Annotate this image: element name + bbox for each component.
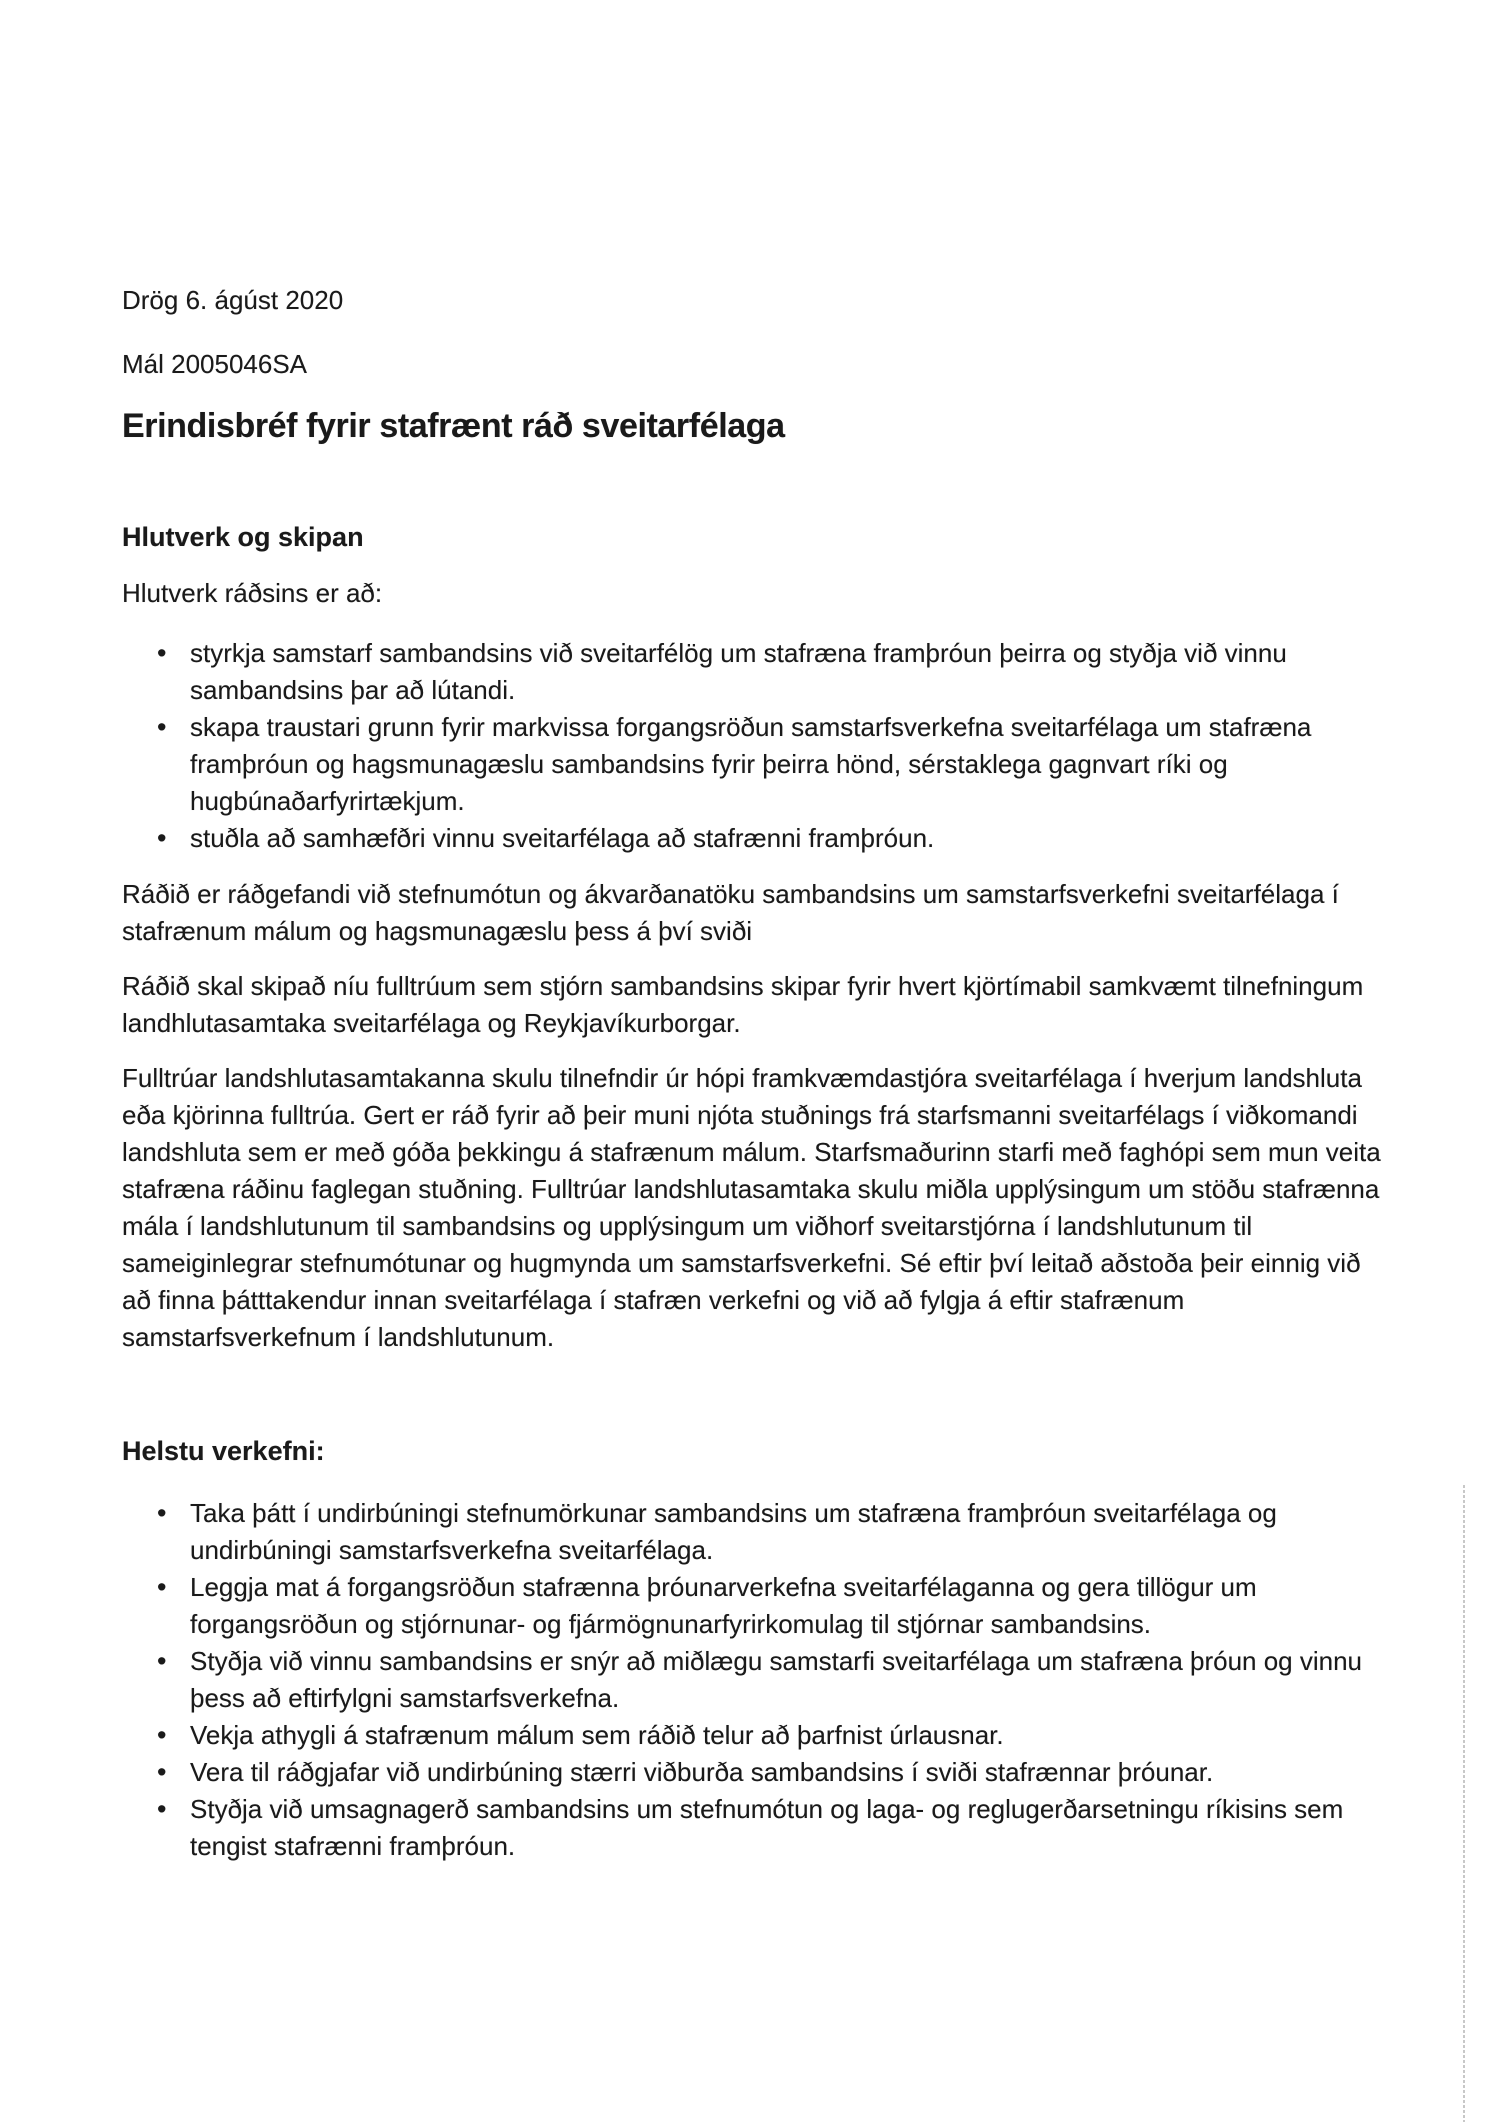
list-item: • Styðja við vinnu sambandsins er snýr að miðlægu samstarfi sveitarfélaga um stafræna þróun og vinnu þess að eftirfylgni samstarfsverkefna. [190, 1643, 1390, 1717]
section-heading-tasks: Helstu verkefni: [122, 1436, 325, 1466]
document-title: Erindisbréf fyrir stafrænt ráð sveitarfélaga [122, 407, 785, 445]
list-item: • Vekja athygli á stafrænum málum sem ráðið telur að þarfnist úrlausnar. [190, 1717, 1390, 1754]
section-heading-role: Hlutverk og skipan [122, 522, 364, 552]
document-content [122, 282, 1390, 1865]
list-item: • Leggja mat á forgangsröðun stafrænna þróunarverkefna sveitarfélaganna og gera tillögur um forgangsröðun og stjórnunar- og fjármögnunarfyrirkomulag til stjórnar sambandsins. [190, 1569, 1390, 1643]
draft-date-line: Drög 6. ágúst 2020 [122, 285, 344, 315]
list-item: • stuðla að samhæfðri vinnu sveitarfélaga að stafrænni framþróun. [190, 820, 1390, 857]
paragraph-appointment: Ráðið skal skipað níu fulltrúum sem stjórn sambandsins skipar fyrir hvert kjörtímabil samkvæmt tilnefningum landhlutasamtaka sveitarfélaga og Reykjavíkurborgar. [122, 971, 1364, 1038]
list-item: • skapa traustari grunn fyrir markvissa forgangsröðun samstarfsverkefna sveitarfélaga um stafræna framþróun og hagsmunagæslu sambandsins fyrir þeirra hönd, sérstaklega gagnvart ríki og hugbúnaðarfyrirtækjum. [190, 709, 1390, 820]
paragraph-advisory: Ráðið er ráðgefandi við stefnumótun og ákvarðanatöku sambandsins um samstarfsverkefni sveitarfélaga í stafrænum málum og hagsmunagæslu þess á því sviði [122, 879, 1339, 946]
list-item: • Vera til ráðgjafar við undirbúning stærri viðburða sambandsins í sviði stafrænnar þróunar. [190, 1754, 1390, 1791]
role-bullet-list [122, 635, 1390, 857]
paragraph-representatives: Fulltrúar landshlutasamtakanna skulu tilnefndir úr hópi framkvæmdastjóra sveitarfélaga í hverjum landshluta eða kjörinna fulltrúa. Gert er ráð fyrir að þeir muni njóta stuðnings frá starfsmanni sveitarfélags í viðkomandi landshluta sem er með góða þekkingu á stafrænum málum. Starfsmaðurinn starfi með faghópi sem mun veita stafræna ráðinu faglegan stuðning. Fulltrúar landshlutasamtaka skulu miðla upplýsingum um stöðu stafrænna mála í landshlutunum til sambandsins og upplýsingum um viðhorf sveitarstjórna í landshlutunum til sameiginlegrar stefnumótunar og hugmynda um samstarfsverkefni. Sé eftir því leitað aðstoða þeir einnig við að finna þátttakendur innan sveitarfélaga í stafræn verkefni og við að fylgja á eftir stafrænum samstarfsverkefnum í landshlutunum. [122, 1063, 1381, 1352]
scan-artifact-line [1463, 1485, 1465, 2122]
list-item: • styrkja samstarf sambandsins við sveitarfélög um stafræna framþróun þeirra og styðja við vinnu sambandsins þar að lútandi. [190, 635, 1390, 709]
section-role-intro: Hlutverk ráðsins er að: [122, 578, 383, 608]
tasks-bullet-list [122, 1495, 1390, 1865]
case-number-line: Mál 2005046SA [122, 349, 308, 379]
list-item: • Styðja við umsagnagerð sambandsins um stefnumótun og laga- og reglugerðarsetningu ríkisins sem tengist stafrænni framþróun. [190, 1791, 1390, 1865]
list-item: • Taka þátt í undirbúningi stefnumörkunar sambandsins um stafræna framþróun sveitarfélaga og undirbúningi samstarfsverkefna sveitarfélaga. [190, 1495, 1390, 1569]
